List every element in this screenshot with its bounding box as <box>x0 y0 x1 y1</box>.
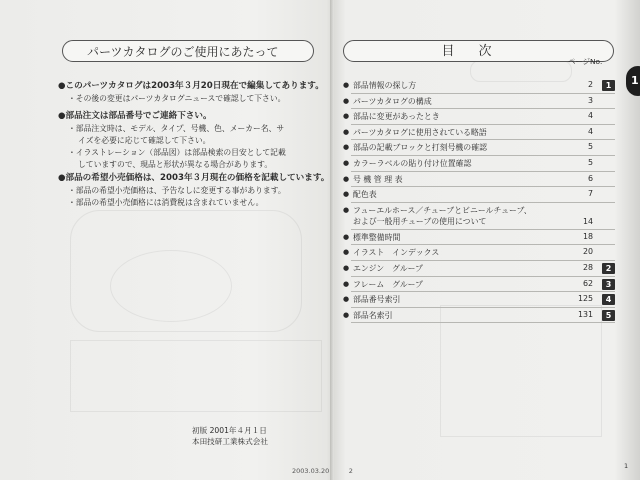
note-heading: ●部品注文は部品番号でご連絡下さい。 <box>58 111 212 121</box>
show-through-drawing <box>70 340 322 412</box>
table-of-contents <box>341 78 617 323</box>
bullet-icon: ● <box>343 263 350 272</box>
toc-entry[interactable] <box>341 261 617 277</box>
bullet-icon: ● <box>343 248 350 257</box>
toc-entry-page: 18 <box>582 231 593 241</box>
toc-entry[interactable] <box>341 125 617 141</box>
section-badge: 5 <box>602 310 615 321</box>
section-badge: 3 <box>602 279 615 290</box>
bullet-icon: ● <box>343 310 350 319</box>
toc-entry-title <box>353 205 532 227</box>
toc-entry-page: 62 <box>582 278 593 288</box>
note-section-ordering <box>58 110 330 171</box>
publisher: 本田技研工業株式会社 <box>192 437 268 446</box>
bullet-icon: ● <box>343 279 350 288</box>
toc-entry-title: 部品の記載ブロックと打刻号機の確認 <box>353 143 487 153</box>
toc-entry-title: イラスト インデックス <box>353 248 440 258</box>
note-section-pricing <box>58 172 330 209</box>
toc-entry-title: カラーラベルの貼り付け位置確認 <box>353 158 472 168</box>
note-bullet: ・その後の変更はパーツカタログニュースで確認して下さい。 <box>68 93 286 103</box>
colophon <box>192 425 268 447</box>
toc-entry-page: 14 <box>582 216 593 226</box>
toc-entry[interactable] <box>341 94 617 110</box>
toc-entry-page: 4 <box>587 111 593 121</box>
toc-entry-title: 部品に変更があったとき <box>353 112 440 122</box>
toc-entry[interactable] <box>341 78 617 94</box>
toc-entry[interactable] <box>341 245 617 261</box>
show-through-drawing <box>110 250 232 322</box>
toc-entry[interactable] <box>341 308 617 324</box>
toc-entry-page: 125 <box>577 294 593 304</box>
toc-entry[interactable] <box>341 109 617 125</box>
toc-entry-title: パーツカタログの構成 <box>353 96 432 106</box>
toc-entry[interactable] <box>341 230 617 246</box>
usage-notes-title: パーツカタログのご使用にあたって <box>62 40 314 62</box>
toc-entry-title-line1: フューエルホース／チューブとビニールチューブ、 <box>353 205 532 215</box>
toc-entry-page: 28 <box>582 262 593 272</box>
bullet-icon: ● <box>343 143 350 152</box>
toc-entry-page: 7 <box>587 189 593 199</box>
section-badge: 1 <box>602 80 615 91</box>
note-section-edition <box>58 80 330 105</box>
note-bullet: ・イラストレーション（部品図）は部品検索の目安として記載 <box>68 147 286 157</box>
toc-entry-page: 6 <box>587 173 593 183</box>
toc-entry[interactable] <box>341 277 617 293</box>
toc-entry-title: エンジン グループ <box>353 263 423 273</box>
toc-entry-title: パーツカタログに使用されている略語 <box>353 127 487 137</box>
toc-title: 目次 <box>343 40 614 62</box>
bullet-icon: ● <box>343 81 350 89</box>
note-heading: ●部品の希望小売価格は、2003年３月現在の価格を記載しています。 <box>58 173 330 183</box>
toc-entry-title-line2: および一般用チューブの使用について <box>353 216 487 226</box>
toc-entry-title: フレーム グループ <box>353 279 424 289</box>
bullet-icon: ● <box>343 96 350 105</box>
toc-entry-title: 配色表 <box>353 190 377 200</box>
toc-entry-page: 131 <box>577 309 593 319</box>
page-no-label: ページNo. <box>568 57 603 66</box>
toc-entry-title: 部品情報の探し方 <box>353 81 417 90</box>
toc-entry[interactable] <box>341 203 617 230</box>
toc-entry-title: 部品番号索引 <box>353 295 401 305</box>
section-badge: 4 <box>602 294 615 305</box>
show-through-drawing <box>440 305 602 437</box>
toc-entry-title: 部品名索引 <box>353 310 393 320</box>
bullet-icon: ● <box>343 295 350 304</box>
binding-gutter <box>330 0 334 480</box>
bullet-icon: ● <box>343 158 350 167</box>
bullet-icon: ● <box>343 174 350 183</box>
toc-entry-page: 5 <box>587 157 593 167</box>
toc-entry-page: 4 <box>587 126 593 136</box>
chapter-tab[interactable]: 1 <box>626 66 640 96</box>
toc-entry-title: 号 機 管 理 表 <box>353 174 403 184</box>
divider <box>351 322 615 323</box>
toc-entry[interactable] <box>341 172 617 188</box>
bullet-icon: ● <box>343 205 350 214</box>
toc-entry[interactable] <box>341 140 617 156</box>
note-bullet: ・部品注文時は、モデル、タイプ、号機、色、メーカー名、サ <box>68 123 285 133</box>
bullet-icon: ● <box>343 232 350 241</box>
toc-entry[interactable] <box>341 292 617 308</box>
toc-entry-page: 20 <box>582 247 593 257</box>
toc-entry-page: 3 <box>587 95 593 105</box>
toc-entry-page: 2 <box>587 80 593 89</box>
bullet-icon: ● <box>343 112 350 121</box>
page-footer: 2003.03.20 2 <box>292 467 353 475</box>
toc-entry[interactable] <box>341 156 617 172</box>
toc-entry-title: 標準整備時間 <box>353 232 401 242</box>
bullet-icon: ● <box>343 127 350 136</box>
section-badge: 2 <box>602 263 615 274</box>
note-bullet: ・部品の希望小売価格は、予告なしに変更する事があります。 <box>68 185 286 195</box>
note-bullet: ・部品の希望小売価格には消費税は含まれていません。 <box>68 197 264 207</box>
toc-entry-page: 5 <box>587 142 593 152</box>
note-bullet-continued: していますので、現品と形状が異なる場合があります。 <box>78 159 273 169</box>
note-bullet-continued: イズを必要に応じて確認して下さい。 <box>78 135 211 145</box>
note-heading: ●このパーツカタログは2003年３月20日現在で編集してあります。 <box>58 81 324 91</box>
first-edition-date: 初版 2001年４月１日 <box>192 426 267 435</box>
toc-entry[interactable] <box>341 187 617 203</box>
page-number: 1 <box>624 462 629 470</box>
bullet-icon: ● <box>343 190 350 199</box>
